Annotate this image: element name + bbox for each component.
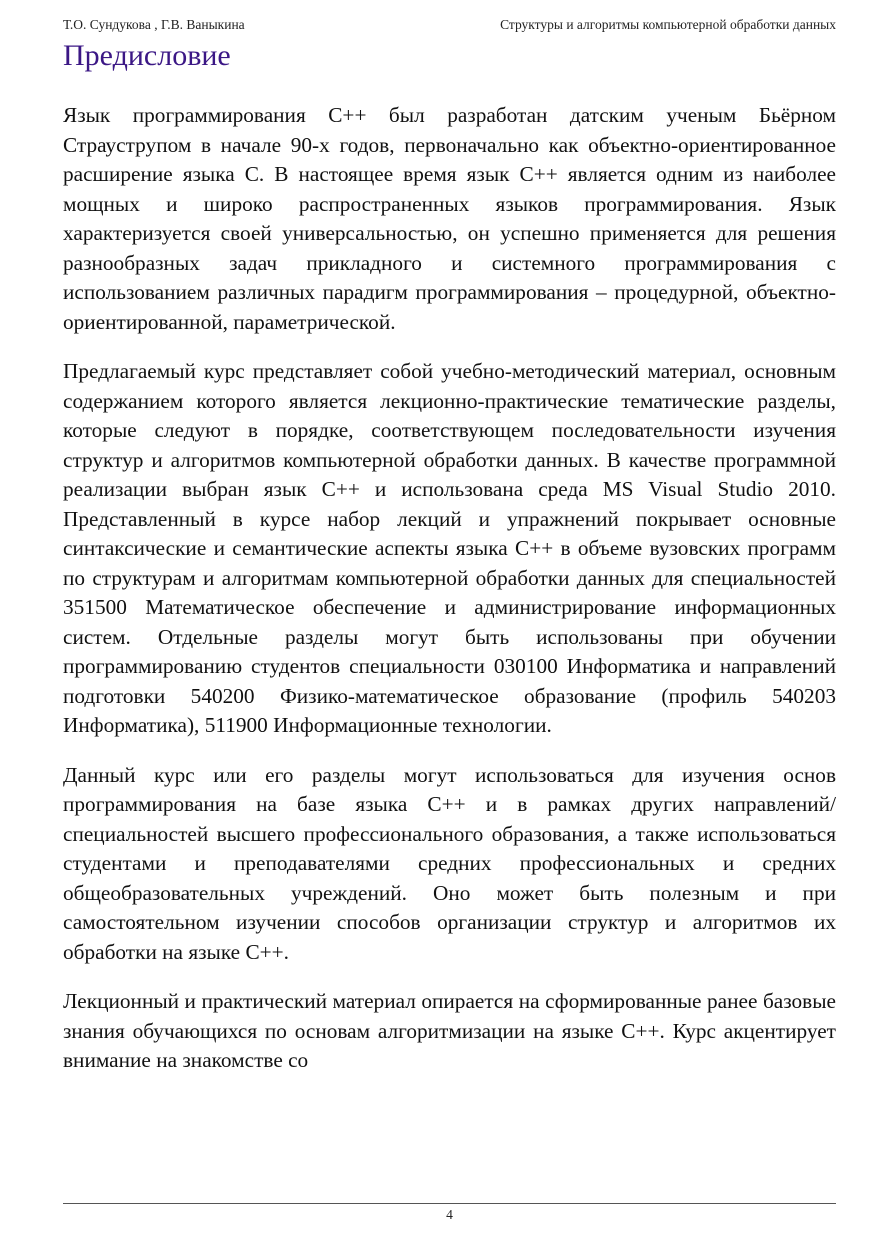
paragraph: Предлагаемый курс представляет собой учебно-методический материал, основным содержанием которого является лекционно-практические тематические разделы, которые следуют в порядке, соответствующем последовательности изучения структур и алгоритмов компьютерной обработки данных. В качестве программной реализации выбран язык С++ и использована среда MS Visual Studio 2010. Представленный в курсе набор лекций и упражнений покрывает основные синтаксические и семантические аспекты языка С++ в объеме вузовских программ по структурам и алгоритмам компьютерной обработки данных для специальностей 351500 Математическое обеспечение и администрирование информационных систем. Отдельные разделы могут быть использованы при обучении программированию студентов специальности 030100 Информатика и направлений подготовки 540200 Физико-математическое образование (профиль 540203 Информатика), 511900 Информационные технологии. [63, 359, 836, 737]
section-title: Предисловие [63, 39, 231, 72]
paragraph: Данный курс или его разделы могут использоваться для изучения основ программирования на базе языка С++ и в рамках других направлений/специальностей высшего профессионального образования, а также использоваться студентами и преподавателями средних профессиональных и средних общеобразовательных учреждений. Оно может быть полезным и при самостоятельном изучении способов организации структур и алгоритмов их обработки на языке С++. [63, 762, 836, 964]
running-header [63, 17, 836, 35]
header-authors: Т.О. Сундукова , Г.В. Ваныкина [63, 17, 245, 32]
header-book-title: Структуры и алгоритмы компьютерной обработки данных [500, 17, 836, 32]
document-page [63, 0, 836, 1241]
page-number: 4 [446, 1207, 453, 1222]
paragraph: Лекционный и практический материал опирается на сформированные ранее базовые знания обучающихся по основам алгоритмизации на языке С++. Курс акцентирует внимание на знакомстве со [63, 989, 836, 1072]
footer-divider [63, 1203, 836, 1204]
paragraph: Язык программирования C++ был разработан датским ученым Бьёрном Страуструпом в начале 90-х годов, первоначально как объектно-ориентированное расширение языка С. В настоящее время язык С++ является одним из наиболее мощных и широко распространенных языков программирования. Язык характеризуется своей универсальностью, он успешно применяется для решения разнообразных задач прикладного и системного программирования с использованием различных парадигм программирования – процедурной, объектно-ориентированной, параметрической. [63, 103, 836, 334]
body-text [63, 101, 836, 1096]
